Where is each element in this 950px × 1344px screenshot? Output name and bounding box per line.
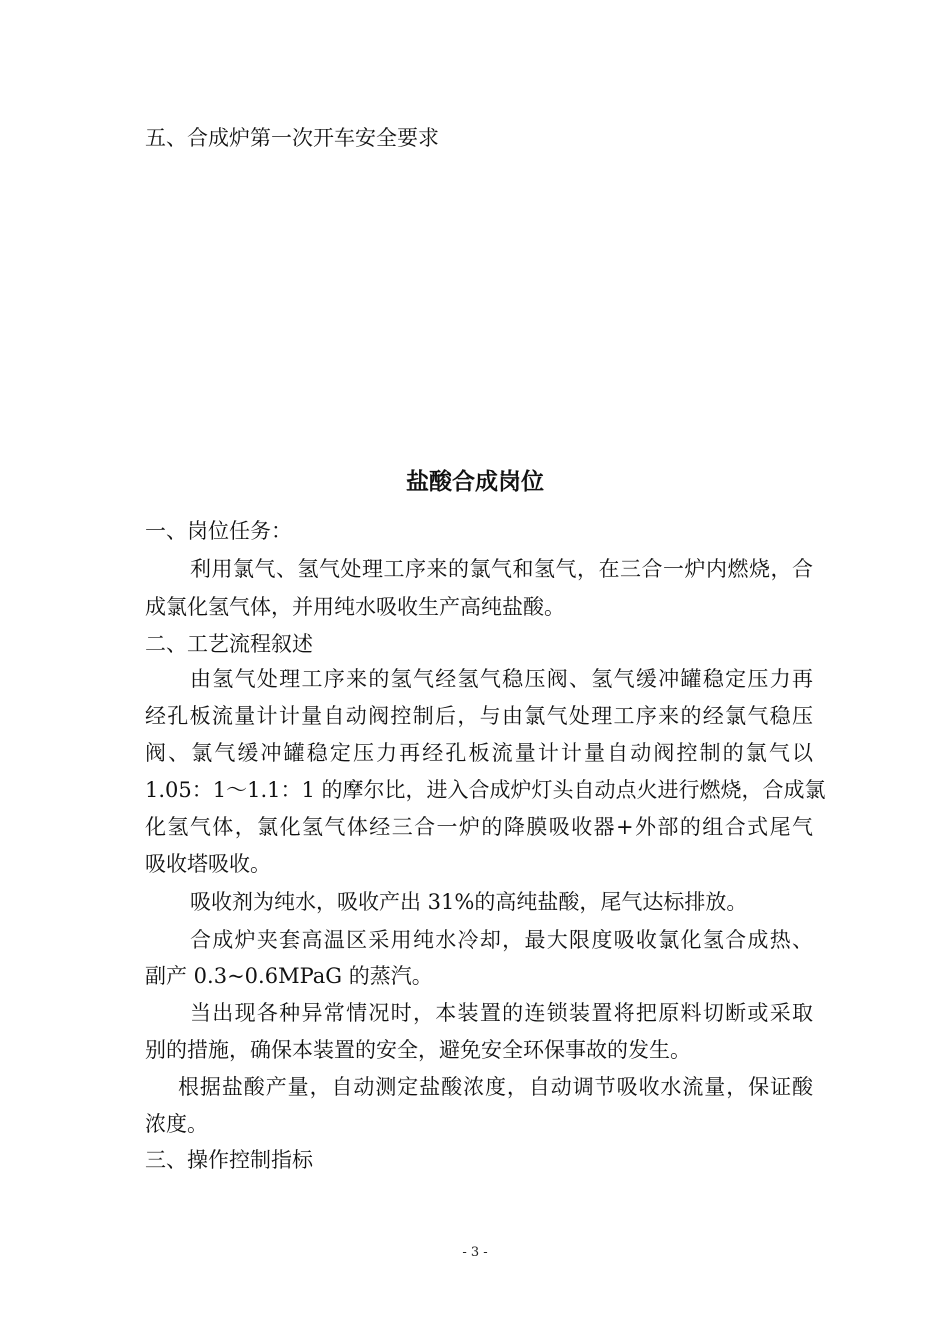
flow-paragraph-line-6: 吸收塔吸收。: [145, 852, 271, 876]
interlock-paragraph-line-1: 当出现各种异常情况时，本装置的连锁装置将把原料切断或采取: [190, 1001, 813, 1025]
section-three-heading: 三、操作控制指标: [145, 1148, 313, 1172]
concentration-paragraph-line-1: 根据盐酸产量，自动测定盐酸浓度，自动调节吸收水流量，保证酸: [178, 1075, 813, 1099]
section-one-heading: 一、岗位任务：: [145, 519, 292, 543]
absorbent-paragraph: 吸收剂为纯水，吸收产出 31%的高纯盐酸，尾气达标排放。: [190, 890, 748, 914]
page-title: 盐酸合成岗位: [406, 468, 544, 495]
cooling-paragraph-line-2: 副产 0.3~0.6MPaG 的蒸汽。: [145, 964, 433, 988]
cooling-paragraph-line-1: 合成炉夹套高温区采用纯水冷却，最大限度吸收氯化氢合成热、: [190, 928, 813, 952]
flow-paragraph-line-4: 1.05：1～1.1：1 的摩尔比，进入合成炉灯头自动点火进行燃烧，合成氯: [145, 778, 826, 802]
section-two-heading: 二、工艺流程叙述: [145, 632, 313, 656]
flow-paragraph-line-1: 由氢气处理工序来的氢气经氢气稳压阀、氢气缓冲罐稳定压力再: [190, 667, 813, 691]
interlock-paragraph-line-2: 别的措施，确保本装置的安全，避免安全环保事故的发生。: [145, 1038, 691, 1062]
section-one-line-2: 成氯化氢气体，并用纯水吸收生产高纯盐酸。: [145, 595, 565, 619]
flow-paragraph-line-5: 化氢气体，氯化氢气体经三合一炉的降膜吸收器+外部的组合式尾气: [145, 815, 813, 839]
page-number: - 3 -: [462, 1245, 488, 1260]
concentration-paragraph-line-2: 浓度。: [145, 1112, 208, 1136]
flow-paragraph-line-3: 阀、氯气缓冲罐稳定压力再经孔板流量计计量自动阀控制的氯气以: [145, 741, 813, 765]
section-one-line-1: 利用氯气、氢气处理工序来的氯气和氢气，在三合一炉内燃烧，合: [190, 557, 813, 581]
section-five-heading: 五、合成炉第一次开车安全要求: [145, 126, 439, 150]
flow-paragraph-line-2: 经孔板流量计计量自动阀控制后，与由氯气处理工序来的经氯气稳压: [145, 704, 813, 728]
